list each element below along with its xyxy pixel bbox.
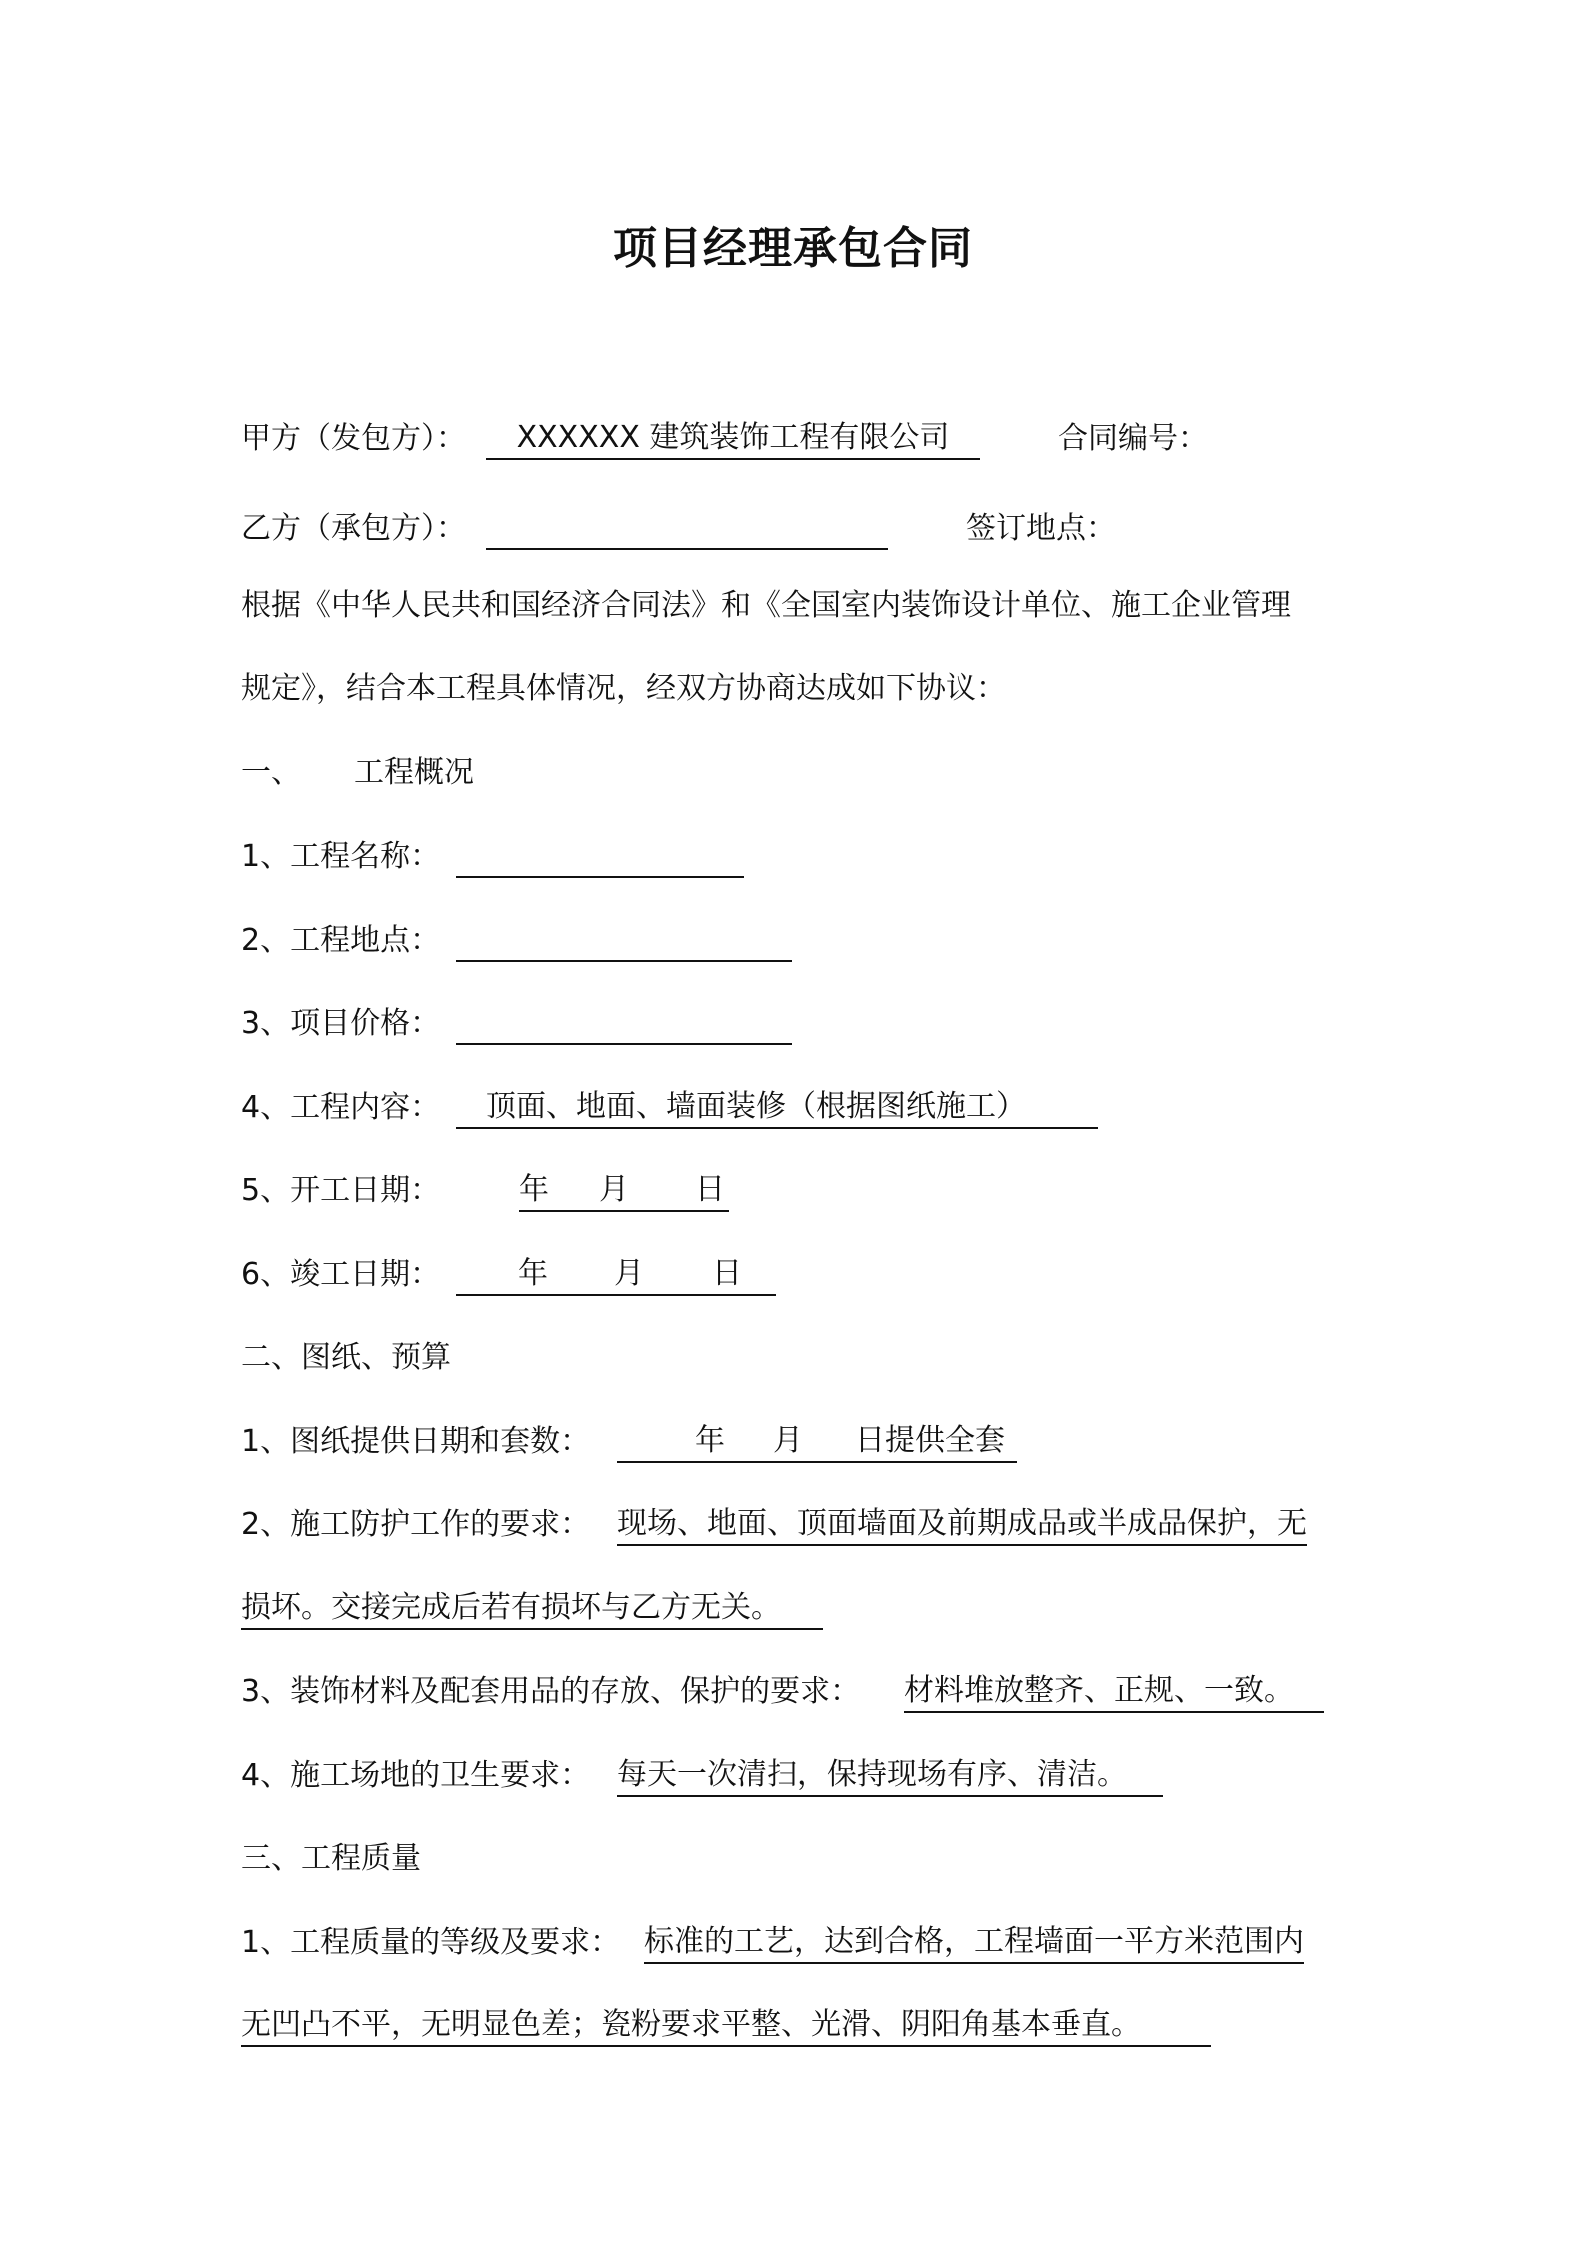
signing-place-label: 签订地点： xyxy=(966,511,1116,546)
party-a-label: 甲方（发包方）： xyxy=(241,421,466,456)
section-1-number: 一、 xyxy=(241,755,301,790)
quality-label: 1、工程质量的等级及要求： xyxy=(241,1925,621,1960)
section-3-heading: 三、工程质量 xyxy=(241,1841,421,1876)
drawings-year-unit: 年 xyxy=(695,1423,725,1458)
drawings-date-label: 1、图纸提供日期和套数： xyxy=(241,1424,591,1459)
drawings-tail: 日提供全套 xyxy=(855,1423,1005,1458)
quality-field-line-2[interactable] xyxy=(241,2005,1211,2047)
intro-line-1: 根据《中华人民共和国经济合同法》和《全国室内装饰设计单位、施工企业管理 xyxy=(241,588,1291,623)
drawings-date-field[interactable] xyxy=(617,1421,1017,1463)
start-month-unit: 月 xyxy=(599,1172,629,1207)
intro-line-2: 规定》，结合本工程具体情况，经双方协商达成如下协议： xyxy=(241,671,1006,706)
materials-value: 材料堆放整齐、正规、一致。 xyxy=(904,1673,1294,1708)
protection-value-1: 现场、地面、顶面墙面及前期成品或半成品保护，无 xyxy=(617,1506,1307,1541)
project-name-label: 1、工程名称： xyxy=(241,839,441,874)
protection-field-line-2[interactable] xyxy=(241,1588,823,1630)
party-b-field[interactable] xyxy=(486,510,888,550)
party-a-field[interactable] xyxy=(486,418,980,460)
project-content-field[interactable] xyxy=(456,1087,1098,1129)
quality-value-2: 无凹凸不平，无明显色差；瓷粉要求平整、光滑、阴阳角基本垂直。 xyxy=(241,2007,1141,2042)
protection-value-2: 损坏。交接完成后若有损坏与乙方无关。 xyxy=(241,1590,781,1625)
end-month-unit: 月 xyxy=(614,1256,644,1291)
materials-label: 3、装饰材料及配套用品的存放、保护的要求： xyxy=(241,1674,861,1709)
protection-label: 2、施工防护工作的要求： xyxy=(241,1507,591,1542)
project-location-field[interactable] xyxy=(456,924,792,962)
hygiene-label: 4、施工场地的卫生要求： xyxy=(241,1758,591,1793)
project-content-label: 4、工程内容： xyxy=(241,1090,441,1125)
protection-field-line-1[interactable] xyxy=(617,1504,1307,1546)
party-a-value: XXXXXX 建筑装饰工程有限公司 xyxy=(516,420,950,455)
section-2-heading: 二、图纸、预算 xyxy=(241,1340,451,1375)
start-date-label: 5、开工日期： xyxy=(241,1173,441,1208)
document-title: 项目经理承包合同 xyxy=(613,223,973,274)
project-name-field[interactable] xyxy=(456,840,744,878)
party-b-label: 乙方（承包方）： xyxy=(241,511,466,546)
end-day-unit: 日 xyxy=(712,1256,742,1291)
contract-no-label: 合同编号： xyxy=(1058,421,1208,456)
quality-field-line-1[interactable] xyxy=(644,1922,1304,1964)
project-location-label: 2、工程地点： xyxy=(241,923,441,958)
hygiene-field[interactable] xyxy=(617,1755,1163,1797)
end-year-unit: 年 xyxy=(518,1256,548,1291)
end-date-field[interactable] xyxy=(456,1254,776,1296)
hygiene-value: 每天一次清扫，保持现场有序、清洁。 xyxy=(617,1757,1127,1792)
project-price-label: 3、项目价格： xyxy=(241,1006,441,1041)
start-date-field[interactable] xyxy=(519,1170,729,1212)
materials-field[interactable] xyxy=(904,1671,1324,1713)
drawings-month-unit: 月 xyxy=(773,1423,803,1458)
end-date-label: 6、竣工日期： xyxy=(241,1257,441,1292)
quality-value-1: 标准的工艺，达到合格，工程墙面一平方米范围内 xyxy=(644,1924,1304,1959)
start-year-unit: 年 xyxy=(519,1172,549,1207)
project-price-field[interactable] xyxy=(456,1007,792,1045)
project-content-value: 顶面、地面、墙面装修（根据图纸施工） xyxy=(486,1089,1026,1124)
section-1-heading: 工程概况 xyxy=(354,755,474,790)
start-day-unit: 日 xyxy=(695,1172,725,1207)
